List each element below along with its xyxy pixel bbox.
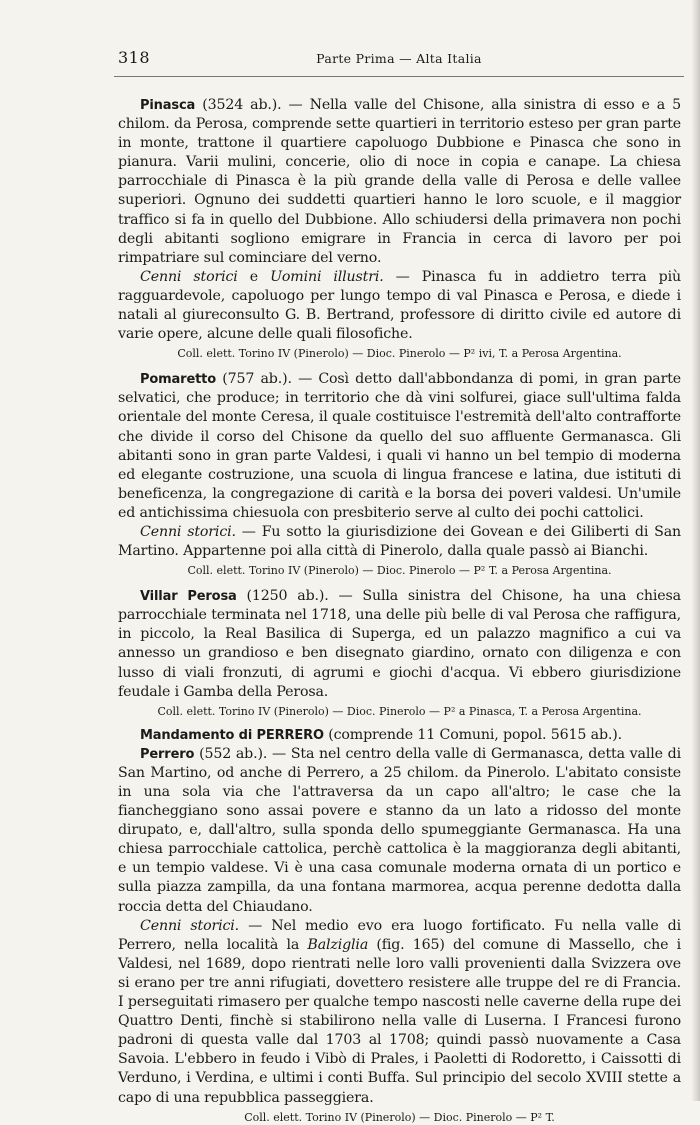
entry-pinasca-history [118,268,681,344]
page-number: 318 [118,48,151,67]
history-text-b: (fig. 165) del comune di Massello, che i Valdesi, nel 1689, dopo rientrati nelle loro valli provenienti dalla Svizzera ove si erano per tre anni rifugiati, dovettero resistere alle truppe del re di Francia. I perseguitati rimasero per qualche tempo nascosti nelle caverne della rupe dei Quattro Denti, finchè si stabilirono nella valle di Luserna. I Francesi furono padroni di questa valle dal 1703 al 1708; quindi passò nuovamente a Casa Savoia. L'ebbero in feudo i Vibò di Prales, i Paoletti di Rodoretto, i Caissotti di Verduno, i Verdina, e ultimi i conti Buffa. Sul principio del secolo XVIII stette a capo di una repubblica passeggiera. [118,936,681,1106]
history-label: Cenni storici. [140,523,236,540]
running-title: Parte Prima — Alta Italia [316,51,482,66]
entry-text: (1250 ab.). — Sulla sinistra del Chisone, ha una chiesa parrocchiale terminata nel 1718, una delle più belle di val Perosa che raffigura, in piccolo, la Real Basilica di Superga, ed un palazzo magnifico a cui va annesso un grandioso e ben disegnato giardino, ornato con diligenza e con lusso di viali fronzuti, di agrumi e giochi d'acqua. Vi ebbero giurisdizione feudale i Gamba della Perosa. [118,588,681,700]
mandamento-heading [118,726,681,745]
entry-pinasca [118,96,681,268]
history-text-a: — Nel medio evo era luogo fortificato. Fu nella valle di Perrero, nella località la [118,917,682,953]
collegio-line: Coll. elett. Torino IV (Pinerolo) — Dioc. Pinerolo — P² a Pinasca, T. a Perosa Argentina. [157,704,642,718]
history-label: Cenni storici. [140,917,240,934]
spacer [118,719,681,726]
entry-pomaretto-history [118,523,681,561]
entry-villar-perosa [118,587,681,702]
collegio-line: Coll. elett. Torino IV (Pinerolo) — Dioc. Pinerolo — P² T. [244,1110,555,1124]
entry-perrero-history [118,917,681,1108]
page-header [118,48,680,72]
history-connector: e [237,268,271,285]
entry-name: Pinasca [140,98,196,113]
entry-text: (3524 ab.). — Nella valle del Chisone, alla sinistra di esso e a 5 chilom. da Perosa, comprende sette quartieri in territorio esteso per gran parte in monte, trattone il quartiere capoluogo Dubbione e Pinasca che sono in pianura. Varii mulini, concerie, olio di noce in copia e canape. La chiesa parrocchiale di Pinasca è la più grande della valle di Perosa e delle vallee superiori. Ognuno dei suddetti quartieri hanno le loro scuole, e il maggior traffico si fa in quello del Dubbione. Allo schiudersi della primavera non pochi degli abitanti sogliono emigrare in Francia in cerca di lavoro per poi rimpatriare sul cominciare del verno. [118,97,681,266]
place-name: Balziglia [307,936,369,953]
entry-text: (757 ab.). — Così detto dall'abbondanza di pomi, in gran parte selvatici, che produce; in territorio che dà vini solfurei, giace sull'ultima falda orientale del monte Ceresa, il quale costituisce l'estremità dell'alto contrafforte che divide il corso del Chisone da quello del suo affluente Germanasca. Gli abitanti sono in gran parte Valdesi, i quali vi hanno un bel tempio di moderna ed elegante costruzione, una scuola di lingua francese e latina, due istituti di beneficenza, la congregazione di carità e la borsa dei poveri valdesi. Un'umile ed antichissima chiesuola con presbiterio serve al culto dei pochi cattolici. [118,371,681,521]
entry-name: Pomaretto [140,372,217,388]
entry-text: (552 ab.). — Sta nel centro della valle di Germanasca, detta valle di San Martino, od anche di Perrero, a 25 chilom. da Pinerolo. L'abitato consiste in una sola via che l'attraversa da un capo all'altro; le case che la fiancheggiano sono assai povere e stanno da un lato a ridosso del monte dirupato, e, dall'altro, sulla sponda dello spumeggiante Germanasca. Ha una chiesa parrocchiale cattolica, perchè cattolica è la maggioranza degli abitanti, e un tempio valdese. Vi è una casa comunale moderna ornata di un portico e sulla piazza zampilla, da una fontana marmorea, acqua perenne dedotta dalla roccia detta del Chiaudano. [118,745,681,915]
entry-name: Perrero [140,746,195,762]
spacer [118,578,681,587]
mandamento-label: Mandamento di PERRERO [140,727,324,743]
history-label: Cenni storici [140,268,238,285]
spacer [118,361,681,370]
entry-pomaretto [118,370,681,523]
collegio-line: Coll. elett. Torino IV (Pinerolo) — Dioc. Pinerolo — P² T. a Perosa Argentina. [187,564,612,578]
entry-perrero [118,745,681,917]
page-edge-shadow [692,0,700,1101]
history-text: — Pinasca fu in addietro terra più ragguardevole, capoluogo per lungo tempo di val Pinasca e Perosa, e diede i natali al giureconsulto G. B. Bertrand, professore di diritto civile ed autore di varie opere, alcune delle quali filosofiche. [118,268,681,343]
history-label-2: Uomini illustri. [270,268,384,285]
history-text: — Fu sotto la giurisdizione dei Govean e dei Giliberti di San Martino. Appartenne poi alla città di Pinerolo, dalla quale passò ai Bianchi. [118,523,681,560]
mandamento-text: (comprende 11 Comuni, popol. 5615 ab.). [323,726,622,743]
entry-name: Villar Perosa [140,589,237,605]
header-rule [114,76,684,77]
collegio-line: Coll. elett. Torino IV (Pinerolo) — Dioc. Pinerolo — P² ivi, T. a Perosa Argentina. [177,347,622,361]
page-body [118,96,681,1125]
